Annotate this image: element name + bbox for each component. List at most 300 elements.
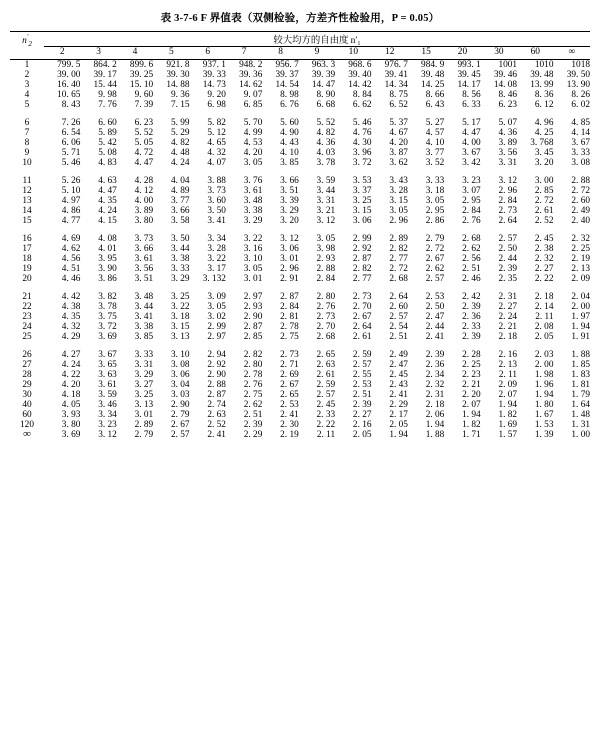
table-cell: 2. 88 xyxy=(571,176,590,186)
table-body xyxy=(10,32,590,60)
table-cell: 2. 06 xyxy=(425,410,445,420)
table-cell: 4. 10 xyxy=(425,138,445,148)
table-cell: 2. 77 xyxy=(389,254,408,264)
table-cell: 2. 72 xyxy=(534,196,554,206)
table-cell: 4. 63 xyxy=(98,176,117,186)
table-cell: 3. 67 xyxy=(462,148,481,158)
table-cell: 4. 47 xyxy=(134,158,154,168)
table-cell: 3. 33 xyxy=(134,350,154,360)
table-cell: 5. 82 xyxy=(207,118,226,128)
table-cell: 4. 00 xyxy=(134,196,154,206)
row-spacer xyxy=(10,342,590,350)
table-cell: 921. 8 xyxy=(166,60,190,70)
table-row xyxy=(10,206,590,216)
table-cell: 14. 88 xyxy=(166,80,190,90)
table-cell: 2. 38 xyxy=(534,244,554,254)
table-cell: 3. 31 xyxy=(134,360,154,370)
table-cell: 3. 45 xyxy=(534,148,554,158)
table-cell: 3. 07 xyxy=(462,186,481,196)
table-cell: 3. 59 xyxy=(316,176,336,186)
table-cell: 2. 91 xyxy=(280,274,299,284)
table-cell: 2. 50 xyxy=(425,302,445,312)
table-cell: 6. 76 xyxy=(280,100,299,110)
table-cell: 3. 46 xyxy=(98,400,117,410)
table-cell: 3. 87 xyxy=(389,148,408,158)
table-cell: 4. 14 xyxy=(571,128,590,138)
table-cell: 2. 25 xyxy=(571,244,590,254)
table-cell: 4. 32 xyxy=(207,148,226,158)
table-cell: 5. 29 xyxy=(170,128,190,138)
table-cell: 2. 47 xyxy=(425,312,445,322)
header-row-columns xyxy=(10,47,590,58)
table-cell: 6. 23 xyxy=(498,100,518,110)
table-cell: 2. 57 xyxy=(389,312,408,322)
table-cell: 3. 05 xyxy=(316,234,336,244)
table-row xyxy=(10,292,590,302)
table-cell: 39. 48 xyxy=(421,70,445,80)
table-row xyxy=(10,90,590,100)
table-cell: 2. 51 xyxy=(389,332,408,342)
table-cell: 2. 57 xyxy=(170,430,190,440)
table-cell: 2. 53 xyxy=(425,292,445,302)
table-cell: 3. 15 xyxy=(389,196,408,206)
table-cell: 4. 35 xyxy=(98,196,117,206)
table-cell: 3. 23 xyxy=(462,176,481,186)
table-cell: 2. 78 xyxy=(280,322,299,332)
table-cell: 2. 57 xyxy=(352,360,372,370)
table-cell: 1018 xyxy=(571,60,590,70)
col-header-60: 60 xyxy=(530,47,540,57)
table-cell: 2. 45 xyxy=(316,400,336,410)
table-cell: 2. 52 xyxy=(207,420,226,430)
table-cell: 4. 15 xyxy=(98,216,117,226)
table-cell: 2. 21 xyxy=(498,322,518,332)
table-cell: 2. 53 xyxy=(352,380,372,390)
table-cell: 6. 85 xyxy=(243,100,263,110)
table-row xyxy=(10,100,590,110)
table-cell: 2. 72 xyxy=(425,244,445,254)
table-cell: 2. 20 xyxy=(462,390,481,400)
table-cell: 13. 90 xyxy=(566,80,590,90)
table-cell: 984. 9 xyxy=(421,60,445,70)
table-cell: 899. 6 xyxy=(129,60,154,70)
table-cell: 5. 26 xyxy=(61,176,81,186)
table-cell: 2. 50 xyxy=(498,244,518,254)
table-cell: 2. 93 xyxy=(243,302,263,312)
table-cell: 3. 38 xyxy=(243,206,263,216)
table-cell: 3. 132 xyxy=(202,274,226,284)
table-cell: 2. 09 xyxy=(571,274,590,284)
table-cell: 2. 19 xyxy=(571,254,590,264)
table-cell: 2. 94 xyxy=(207,350,226,360)
table-cell: 3. 43 xyxy=(389,176,408,186)
table-cell: 3. 50 xyxy=(170,234,190,244)
table-cell: 3. 17 xyxy=(207,264,226,274)
table-cell: 3. 88 xyxy=(207,176,226,186)
table-cell: 2. 64 xyxy=(352,322,372,332)
table-cell: 3. 23 xyxy=(98,420,117,430)
table-cell: 3. 78 xyxy=(98,302,117,312)
row-spacer-cell xyxy=(10,226,590,234)
table-cell: 3. 66 xyxy=(170,206,190,216)
table-cell: 4. 36 xyxy=(498,128,518,138)
table-cell: 2. 74 xyxy=(207,400,226,410)
table-cell: 2. 35 xyxy=(498,274,518,284)
table-cell: 2. 29 xyxy=(243,430,263,440)
table-cell: 2. 13 xyxy=(571,264,590,274)
row-header: 40 xyxy=(22,400,32,410)
row-header: 12 xyxy=(22,186,32,196)
table-cell: 39. 45 xyxy=(457,70,481,80)
row-header: 26 xyxy=(22,350,32,360)
table-cell: 2. 32 xyxy=(425,380,445,390)
table-cell: 2. 53 xyxy=(280,400,299,410)
table-cell: 1. 98 xyxy=(534,370,554,380)
table-cell: 1. 71 xyxy=(462,430,481,440)
table-cell: 4. 76 xyxy=(352,128,372,138)
row-header: 19 xyxy=(22,264,32,274)
table-cell: 9. 36 xyxy=(170,90,190,100)
table-cell: 2. 93 xyxy=(316,254,336,264)
table-cell: 2. 85 xyxy=(534,186,554,196)
table-row xyxy=(10,70,590,80)
table-cell: 2. 46 xyxy=(462,274,481,284)
table-cell: 2. 76 xyxy=(316,302,336,312)
table-cell: 4. 24 xyxy=(98,206,117,216)
table-cell: 3. 01 xyxy=(243,274,263,284)
table-cell: 2. 80 xyxy=(243,360,263,370)
table-cell: 2. 62 xyxy=(462,244,481,254)
table-row xyxy=(10,420,590,430)
table-cell: 3. 16 xyxy=(243,244,263,254)
table-cell: 3. 15 xyxy=(352,206,372,216)
table-cell: 2. 97 xyxy=(243,292,263,302)
table-cell: 4. 04 xyxy=(170,176,190,186)
table-cell: 2. 13 xyxy=(498,360,518,370)
table-cell: 4. 38 xyxy=(61,302,81,312)
table-cell: 9. 07 xyxy=(243,90,263,100)
table-cell: 3. 42 xyxy=(462,158,481,168)
table-row xyxy=(10,380,590,390)
table-row xyxy=(10,244,590,254)
table-cell: 2. 70 xyxy=(352,302,372,312)
table-cell: 2. 36 xyxy=(425,360,445,370)
table-cell: 8. 26 xyxy=(571,90,590,100)
table-cell: 4. 35 xyxy=(61,312,81,322)
table-cell: 2. 39 xyxy=(243,420,263,430)
table-cell: 3. 69 xyxy=(98,332,117,342)
table-cell: 9. 60 xyxy=(134,90,154,100)
table-cell: 4. 51 xyxy=(61,264,81,274)
table-cell: 1. 82 xyxy=(462,420,481,430)
table-cell: 4. 82 xyxy=(170,138,190,148)
table-cell: 799. 5 xyxy=(57,60,81,70)
table-cell: 14. 73 xyxy=(202,80,226,90)
table-cell: 2. 95 xyxy=(425,206,445,216)
row-header: 9 xyxy=(24,148,30,158)
table-cell: 6. 23 xyxy=(134,118,154,128)
table-cell: 4. 28 xyxy=(134,176,154,186)
table-cell: 2. 85 xyxy=(243,332,263,342)
table-cell: 2. 84 xyxy=(280,302,299,312)
table-cell: 3. 44 xyxy=(316,186,336,196)
table-cell: 6. 68 xyxy=(316,100,336,110)
table-cell: 2. 87 xyxy=(280,292,299,302)
table-cell: 10. 65 xyxy=(57,90,81,100)
table-cell: 7. 15 xyxy=(170,100,190,110)
table-cell: 4. 77 xyxy=(61,216,81,226)
table-cell: 3. 01 xyxy=(280,254,299,264)
table-cell: 2. 92 xyxy=(352,244,372,254)
table-cell: 3. 29 xyxy=(170,274,190,284)
table-cell: 2. 89 xyxy=(134,420,154,430)
table-cell: 2. 09 xyxy=(498,380,518,390)
table-cell: 2. 80 xyxy=(316,292,336,302)
table-cell: 3. 51 xyxy=(280,186,299,196)
row-header: 28 xyxy=(22,370,32,380)
col-header-12: 12 xyxy=(385,47,395,57)
table-cell: 3. 22 xyxy=(170,302,190,312)
table-cell: 3. 66 xyxy=(134,244,154,254)
row-header: 8 xyxy=(24,138,30,148)
table-cell: 4. 01 xyxy=(98,244,117,254)
table-cell: 2. 39 xyxy=(462,302,481,312)
table-cell: 3. 37 xyxy=(352,186,372,196)
table-cell: 6. 62 xyxy=(352,100,372,110)
table-cell: 1. 39 xyxy=(534,430,554,440)
row-header: 15 xyxy=(22,216,32,226)
table-cell: 8. 56 xyxy=(462,90,481,100)
table-cell: 4. 90 xyxy=(280,128,299,138)
table-cell: 2. 84 xyxy=(462,206,481,216)
table-cell: 13. 99 xyxy=(530,80,554,90)
table-cell: 5. 10 xyxy=(61,186,81,196)
table-cell: 2. 65 xyxy=(316,350,336,360)
table-cell: 2. 39 xyxy=(462,332,481,342)
table-cell: 1. 82 xyxy=(498,410,518,420)
table-cell: 3. 85 xyxy=(134,332,154,342)
table-cell: 7. 76 xyxy=(98,100,117,110)
table-cell: 864. 2 xyxy=(93,60,117,70)
table-cell: 2. 32 xyxy=(571,234,590,244)
table-cell: 3. 96 xyxy=(352,148,372,158)
table-cell: 3. 77 xyxy=(425,148,445,158)
table-cell: 2. 67 xyxy=(170,420,190,430)
table-cell: 2. 23 xyxy=(462,370,481,380)
table-row xyxy=(10,186,590,196)
table-cell: 3. 77 xyxy=(170,196,190,206)
table-cell: 2. 61 xyxy=(534,206,554,216)
table-cell: 3. 98 xyxy=(316,244,336,254)
table-row xyxy=(10,360,590,370)
table-cell: 2. 59 xyxy=(316,380,336,390)
table-cell: 2. 68 xyxy=(316,332,336,342)
table-row xyxy=(10,410,590,420)
table-cell: 2. 05 xyxy=(389,420,408,430)
table-cell: 3. 67 xyxy=(571,138,590,148)
table-cell: 4. 36 xyxy=(316,138,336,148)
table-cell: 14. 47 xyxy=(311,80,336,90)
table-cell: 3. 63 xyxy=(98,370,117,380)
col-header-30: 30 xyxy=(494,47,504,57)
table-cell: 1. 00 xyxy=(571,430,590,440)
table-cell: 1. 80 xyxy=(534,400,554,410)
table-row xyxy=(10,128,590,138)
table-cell: 2. 84 xyxy=(498,196,518,206)
col-header-9: 9 xyxy=(314,47,320,57)
table-row xyxy=(10,264,590,274)
table-row xyxy=(10,332,590,342)
row-header: 1 xyxy=(24,60,30,70)
row-header: 24 xyxy=(22,322,32,332)
table-cell: 5. 08 xyxy=(98,148,117,158)
table-cell: 39. 37 xyxy=(275,70,299,80)
header-row-group xyxy=(10,32,590,47)
table-cell: 8. 46 xyxy=(498,90,518,100)
row-spacer xyxy=(10,226,590,234)
table-cell: 3. 56 xyxy=(498,148,518,158)
table-row xyxy=(10,196,590,206)
table-cell: 2. 11 xyxy=(535,312,554,322)
table-cell: 2. 57 xyxy=(316,390,336,400)
table-row xyxy=(10,118,590,128)
table-cell: 5. 37 xyxy=(389,118,408,128)
table-cell: 3. 20 xyxy=(534,158,554,168)
table-cell: 3. 01 xyxy=(134,410,154,420)
table-cell: 3. 768 xyxy=(530,138,554,148)
f-distribution-table xyxy=(10,31,590,440)
table-cell: 3. 04 xyxy=(170,380,190,390)
col-header-5: 5 xyxy=(169,47,174,57)
table-cell: 1. 48 xyxy=(571,410,590,420)
table-cell: 2. 63 xyxy=(316,360,336,370)
table-cell: 3. 60 xyxy=(207,196,226,206)
col-header-15: 15 xyxy=(421,47,431,57)
table-cell: 5. 89 xyxy=(98,128,117,138)
table-cell: 2. 31 xyxy=(498,292,518,302)
table-cell: 2. 45 xyxy=(534,234,554,244)
table-cell: 1. 79 xyxy=(571,390,590,400)
table-cell: 2. 77 xyxy=(352,274,372,284)
table-cell: 2. 97 xyxy=(207,332,226,342)
table-cell: 2. 70 xyxy=(316,322,336,332)
table-cell: 2. 05 xyxy=(534,332,554,342)
table-cell: 2. 82 xyxy=(243,350,263,360)
table-cell: 2. 62 xyxy=(243,400,263,410)
table-cell: 2. 24 xyxy=(498,312,518,322)
table-cell: 3. 41 xyxy=(134,312,154,322)
table-cell: 2. 57 xyxy=(498,234,518,244)
col-header-inf: ∞ xyxy=(568,47,576,57)
table-cell: 3. 62 xyxy=(389,158,408,168)
table-cell: 39. 50 xyxy=(566,70,590,80)
table-cell: 3. 29 xyxy=(134,370,154,380)
table-cell: 4. 07 xyxy=(207,158,226,168)
table-cell: 3. 56 xyxy=(134,264,154,274)
table-cell: 2. 88 xyxy=(207,380,226,390)
table-cell: 3. 72 xyxy=(98,322,117,332)
table-cell: 14. 25 xyxy=(421,80,445,90)
table-cell: 3. 00 xyxy=(534,176,554,186)
table-cell: 2. 99 xyxy=(352,234,372,244)
table-cell: 3. 12 xyxy=(316,216,336,226)
table-cell: 4. 29 xyxy=(61,332,81,342)
table-cell: 3. 12 xyxy=(280,234,299,244)
table-cell: 2. 43 xyxy=(389,380,408,390)
row-header: 10 xyxy=(22,158,32,168)
table-cell: 2. 72 xyxy=(571,186,590,196)
table-cell: 2. 71 xyxy=(280,360,299,370)
table-cell: 3. 82 xyxy=(98,292,117,302)
table-cell: 3. 29 xyxy=(243,216,263,226)
table-cell: 2. 07 xyxy=(498,390,518,400)
table-cell: 2. 18 xyxy=(534,292,554,302)
table-cell: 2. 62 xyxy=(425,264,445,274)
table-cell: 2. 33 xyxy=(316,410,336,420)
table-cell: 4. 53 xyxy=(243,138,263,148)
table-cell: 14. 62 xyxy=(239,80,263,90)
table-cell: 4. 22 xyxy=(61,370,81,380)
table-cell: 2. 11 xyxy=(316,430,336,440)
table-cell: 3. 76 xyxy=(243,176,263,186)
col-header-20: 20 xyxy=(457,47,468,57)
table-cell: 9. 20 xyxy=(207,90,226,100)
table-cell: 2. 04 xyxy=(571,292,590,302)
col-header-3: 3 xyxy=(96,47,101,57)
table-cell: 2. 52 xyxy=(534,216,554,226)
table-cell: 3. 25 xyxy=(170,292,190,302)
table-cell: 2. 19 xyxy=(280,430,299,440)
table-cell: 5. 99 xyxy=(170,118,190,128)
table-cell: 5. 46 xyxy=(61,158,81,168)
corner-header: $n'_2$ xyxy=(10,32,44,58)
table-cell: 6. 52 xyxy=(389,100,408,110)
row-header: 4 xyxy=(24,90,30,100)
table-cell: 2. 67 xyxy=(280,380,299,390)
table-cell: 2. 44 xyxy=(498,254,518,264)
table-cell: 3. 06 xyxy=(170,370,190,380)
row-header: 20 xyxy=(22,274,32,284)
table-cell: 2. 90 xyxy=(207,370,226,380)
table-cell: 2. 45 xyxy=(389,370,408,380)
table-cell: 2. 82 xyxy=(389,244,408,254)
table-cell: 6. 33 xyxy=(462,100,481,110)
table-cell: 2. 05 xyxy=(352,430,372,440)
table-cell: 1. 91 xyxy=(571,332,590,342)
table-cell: 2. 99 xyxy=(207,322,226,332)
table-cell: 3. 13 xyxy=(170,332,190,342)
table-cell: 2. 11 xyxy=(498,370,518,380)
row-header: 5 xyxy=(24,100,30,110)
table-cell: 3. 75 xyxy=(98,312,117,322)
table-cell: 4. 86 xyxy=(61,206,81,216)
table-cell: 2. 76 xyxy=(462,216,481,226)
table-cell: 2. 51 xyxy=(462,264,481,274)
table-row xyxy=(10,350,590,360)
table-cell: 3. 80 xyxy=(61,420,81,430)
table-cell: 2. 07 xyxy=(462,400,481,410)
row-header: 11 xyxy=(22,176,32,186)
row-header: 2 xyxy=(24,70,30,80)
table-row xyxy=(10,148,590,158)
table-cell: 4. 62 xyxy=(61,244,81,254)
table-cell: 3. 52 xyxy=(425,158,445,168)
table-cell: 3. 48 xyxy=(243,196,263,206)
table-cell: 5. 05 xyxy=(134,138,154,148)
table-cell: 2. 60 xyxy=(389,302,408,312)
table-cell: 3. 18 xyxy=(170,312,190,322)
table-title: 表 3-7-6 F 界值表（双侧检验，方差齐性检验用，P = 0.05） xyxy=(160,13,440,24)
